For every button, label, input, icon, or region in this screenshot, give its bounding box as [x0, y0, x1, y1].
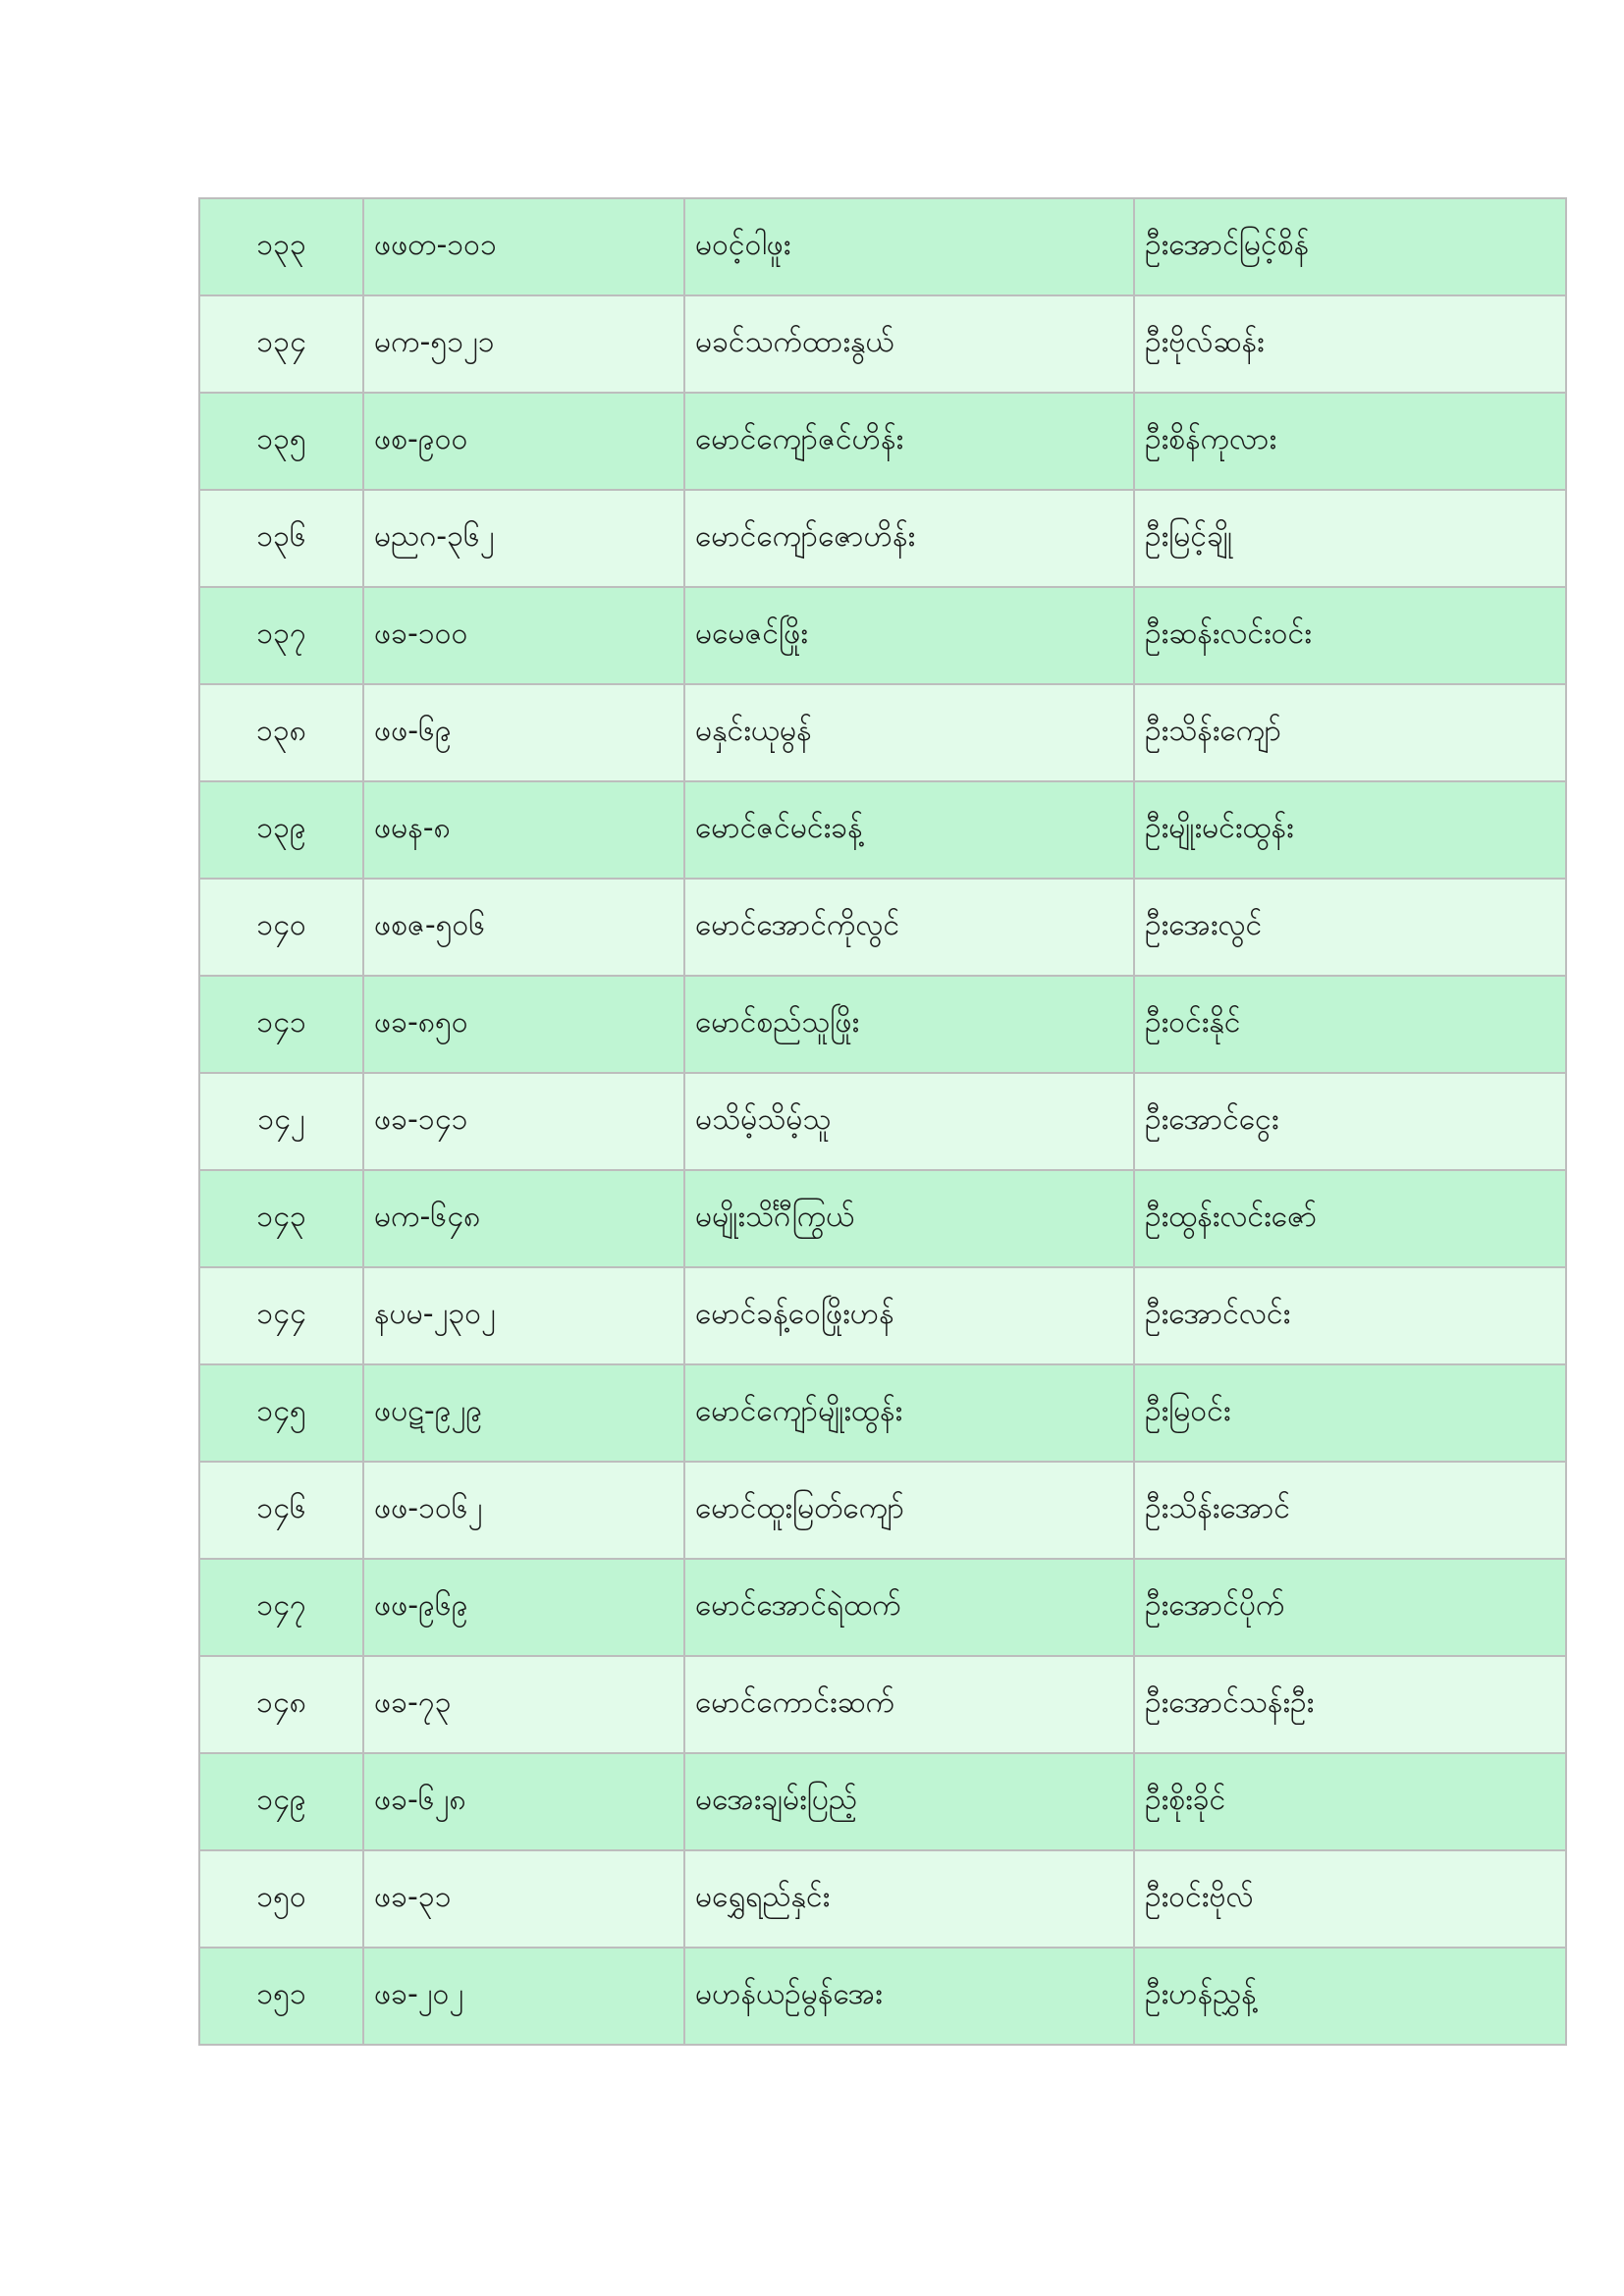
roll-number-cell: ဖဖ-၉၆၉: [363, 1559, 684, 1656]
table-row: [199, 684, 1566, 781]
roll-number-cell: ဖဖ-၁၀၆၂: [363, 1462, 684, 1559]
father-name-cell: ဦးမျိုးမင်းထွန်း: [1134, 781, 1566, 879]
student-name-cell: မောင်ကျော်ဇောဟိန်း: [684, 490, 1134, 587]
row-number-cell: ၁၃၄: [199, 295, 363, 393]
row-number-cell: ၁၃၉: [199, 781, 363, 879]
table-row: [199, 1753, 1566, 1850]
row-number-cell: ၁၄၉: [199, 1753, 363, 1850]
table-row: [199, 781, 1566, 879]
father-name-cell: ဦးမြင့်ချို: [1134, 490, 1566, 587]
student-name-cell: မောင်ကောင်းဆက်: [684, 1656, 1134, 1753]
father-name-cell: ဦးအောင်မြင့်စိန်: [1134, 198, 1566, 295]
student-name-cell: မဟန်ယဉ်မွန်အေး: [684, 1948, 1134, 2045]
roll-number-cell: ဖခ-၈၅၀: [363, 976, 684, 1073]
row-number-cell: ၁၃၈: [199, 684, 363, 781]
roll-number-cell: ဖပဋ-၉၂၉: [363, 1364, 684, 1462]
table-row: [199, 587, 1566, 684]
row-number-cell: ၁၄၃: [199, 1170, 363, 1267]
roll-number-cell: ဖခ-၁၀၀: [363, 587, 684, 684]
father-name-cell: ဦးအောင်ငွေး: [1134, 1073, 1566, 1170]
student-name-cell: မဝင့်ဝါဖူး: [684, 198, 1134, 295]
row-number-cell: ၁၄၅: [199, 1364, 363, 1462]
roll-number-cell: ဖခ-၂၀၂: [363, 1948, 684, 2045]
student-name-cell: မသိမ့်သိမ့်သူ: [684, 1073, 1134, 1170]
row-number-cell: ၁၄၈: [199, 1656, 363, 1753]
father-name-cell: ဦးဗိုလ်ဆန်း: [1134, 295, 1566, 393]
student-name-cell: မောင်ကျော်မျိုးထွန်း: [684, 1364, 1134, 1462]
student-name-cell: မမေဇင်ဖြိုး: [684, 587, 1134, 684]
table-row: [199, 393, 1566, 490]
roll-number-cell: ဖခ-၆၂၈: [363, 1753, 684, 1850]
father-name-cell: ဦးဝင်းနိုင်: [1134, 976, 1566, 1073]
table-row: [199, 1559, 1566, 1656]
roll-number-cell: ဖခ-၃၁: [363, 1850, 684, 1948]
student-name-cell: မနှင်းယုမွန်: [684, 684, 1134, 781]
father-name-cell: ဦးဝင်းဗိုလ်: [1134, 1850, 1566, 1948]
row-number-cell: ၁၄၆: [199, 1462, 363, 1559]
row-number-cell: ၁၄၁: [199, 976, 363, 1073]
roster-table-body: [199, 198, 1566, 2045]
table-row: [199, 490, 1566, 587]
roster-table: [198, 197, 1567, 2046]
row-number-cell: ၁၄၇: [199, 1559, 363, 1656]
roll-number-cell: ဖဖ-၆၉: [363, 684, 684, 781]
father-name-cell: ဦးသိန်းကျော်: [1134, 684, 1566, 781]
father-name-cell: ဦးအောင်သန်းဦး: [1134, 1656, 1566, 1753]
roll-number-cell: နပမ-၂၃၀၂: [363, 1267, 684, 1364]
table-row: [199, 1850, 1566, 1948]
student-name-cell: မခင်သက်ထားနွယ်: [684, 295, 1134, 393]
roll-number-cell: ဖခ-၁၄၁: [363, 1073, 684, 1170]
student-name-cell: မောင်ခန့်ဝေဖြိုးဟန်: [684, 1267, 1134, 1364]
student-name-cell: မောင်စည်သူဖြိုး: [684, 976, 1134, 1073]
table-row: [199, 1170, 1566, 1267]
row-number-cell: ၁၃၅: [199, 393, 363, 490]
student-name-cell: မောင်ထူးမြတ်ကျော်: [684, 1462, 1134, 1559]
student-name-cell: မောင်ကျော်ဇင်ဟိန်း: [684, 393, 1134, 490]
table-row: [199, 1267, 1566, 1364]
father-name-cell: ဦးအောင်လင်း: [1134, 1267, 1566, 1364]
father-name-cell: ဦးအောင်ပိုက်: [1134, 1559, 1566, 1656]
table-row: [199, 198, 1566, 295]
row-number-cell: ၁၃၃: [199, 198, 363, 295]
row-number-cell: ၁၄၄: [199, 1267, 363, 1364]
father-name-cell: ဦးစိန်ကုလား: [1134, 393, 1566, 490]
roll-number-cell: မက-၆၄၈: [363, 1170, 684, 1267]
roll-number-cell: ဖစဇ-၅၀၆: [363, 879, 684, 976]
father-name-cell: ဦးအေးလွင်: [1134, 879, 1566, 976]
table-row: [199, 879, 1566, 976]
row-number-cell: ၁၄၀: [199, 879, 363, 976]
roll-number-cell: ဖစ-၉၀၀: [363, 393, 684, 490]
student-name-cell: မအေးချမ်းပြည့်: [684, 1753, 1134, 1850]
student-name-cell: မောင်ဇင်မင်းခန့်: [684, 781, 1134, 879]
father-name-cell: ဦးဆန်းလင်းဝင်း: [1134, 587, 1566, 684]
father-name-cell: ဦးစိုးခိုင်: [1134, 1753, 1566, 1850]
row-number-cell: ၁၃၇: [199, 587, 363, 684]
father-name-cell: ဦးမြဝင်း: [1134, 1364, 1566, 1462]
father-name-cell: ဦးဟန်ညွှန့်: [1134, 1948, 1566, 2045]
table-row: [199, 295, 1566, 393]
table-row: [199, 1948, 1566, 2045]
row-number-cell: ၁၄၂: [199, 1073, 363, 1170]
student-name-cell: မောင်အောင်ရဲထက်: [684, 1559, 1134, 1656]
table-row: [199, 1073, 1566, 1170]
table-row: [199, 976, 1566, 1073]
row-number-cell: ၁၃၆: [199, 490, 363, 587]
student-name-cell: မောင်အောင်ကိုလွင်: [684, 879, 1134, 976]
roll-number-cell: ဖမန-၈: [363, 781, 684, 879]
table-row: [199, 1462, 1566, 1559]
row-number-cell: ၁၅၀: [199, 1850, 363, 1948]
father-name-cell: ဦးထွန်းလင်းဇော်: [1134, 1170, 1566, 1267]
table-row: [199, 1656, 1566, 1753]
student-name-cell: မရွှေရည်နှင်း: [684, 1850, 1134, 1948]
roll-number-cell: ဖဖတ-၁၀၁: [363, 198, 684, 295]
father-name-cell: ဦးသိန်းအောင်: [1134, 1462, 1566, 1559]
roll-number-cell: မညဂ-၃၆၂: [363, 490, 684, 587]
table-row: [199, 1364, 1566, 1462]
roll-number-cell: မက-၅၁၂၁: [363, 295, 684, 393]
roll-number-cell: ဖခ-၇၃: [363, 1656, 684, 1753]
student-name-cell: မမျိုးသိင်္ဂီကြွယ်: [684, 1170, 1134, 1267]
row-number-cell: ၁၅၁: [199, 1948, 363, 2045]
